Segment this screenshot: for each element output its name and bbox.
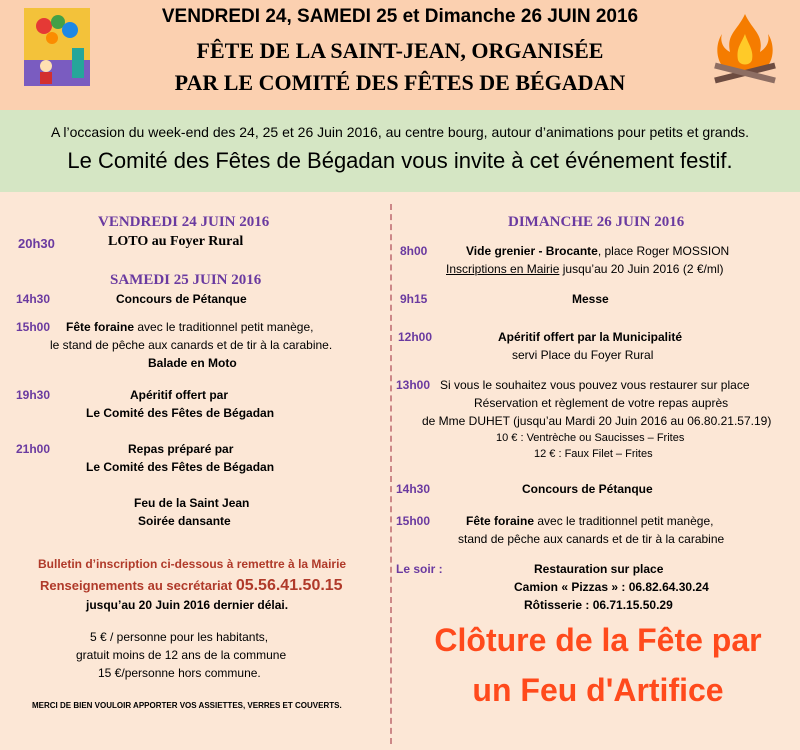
evening-line2: Camion « Pizzas » : 06.82.64.30.24 bbox=[514, 580, 709, 594]
sun-event-5: Concours de Pétanque bbox=[522, 482, 653, 496]
sunday-title: DIMANCHE 26 JUIN 2016 bbox=[508, 214, 685, 230]
sat-event-5-line1: Feu de la Saint Jean bbox=[134, 496, 250, 510]
closing-line-2: un Feu d'Artifice bbox=[472, 672, 724, 708]
sun-event-3-line1: Apéritif offert par la Municipalité bbox=[498, 330, 683, 344]
sun-event-3-line2: servi Place du Foyer Rural bbox=[512, 348, 654, 362]
sun-time-3: 12h00 bbox=[398, 330, 433, 344]
sun-event-4-line5: 12 € : Faux Filet – Frites bbox=[534, 448, 653, 460]
sat-time-3: 19h30 bbox=[16, 388, 51, 402]
friday-title: VENDREDI 24 JUIN 2016 bbox=[98, 214, 270, 230]
sat-time-2: 15h00 bbox=[16, 320, 51, 334]
friday-time: 20h30 bbox=[18, 236, 55, 251]
deadline: jusqu’au 20 Juin 2016 dernier délai. bbox=[86, 598, 289, 612]
sat-event-2-line1: Fête foraine avec le traditionnel petit manège, bbox=[66, 320, 314, 334]
evening-label: Le soir : bbox=[396, 562, 443, 576]
header-band bbox=[0, 0, 800, 110]
sun-time-2: 9h15 bbox=[400, 292, 428, 306]
sun-time-1: 8h00 bbox=[400, 244, 428, 258]
sat-event-2-line2: le stand de pêche aux canards et de tir à la carabine. bbox=[50, 338, 333, 352]
evening-line3: Rôtisserie : 06.71.15.50.29 bbox=[524, 598, 673, 612]
intro-text: A l’occasion du week-end des 24, 25 et 26 Juin 2016, au centre bourg, autour d’animations pour petits et grands. bbox=[50, 124, 750, 140]
evening-line1: Restauration sur place bbox=[534, 562, 664, 576]
price-line-2: gratuit moins de 12 ans de la commune bbox=[76, 648, 287, 662]
renseignements: Renseignements au secrétariat 05.56.41.50.15 bbox=[40, 577, 343, 594]
sun-event-4-line1: Si vous le souhaitez vous pouvez vous restaurer sur place bbox=[440, 378, 750, 392]
sat-event-4-line2: Le Comité des Fêtes de Bégadan bbox=[86, 460, 275, 474]
bulletin-note: Bulletin d’inscription ci-dessous à remettre à la Mairie bbox=[38, 557, 347, 571]
sat-event-5-line2: Soirée dansante bbox=[138, 514, 231, 528]
sat-event-3-line2: Le Comité des Fêtes de Bégadan bbox=[86, 406, 275, 420]
sun-event-4-line4: 10 € : Ventrèche ou Saucisses – Frites bbox=[496, 432, 685, 444]
sun-event-6-line2: stand de pêche aux canards et de tir à la carabine bbox=[458, 532, 725, 546]
sun-time-6: 15h00 bbox=[396, 514, 431, 528]
sat-event-3-line1: Apéritif offert par bbox=[130, 388, 229, 402]
title-line-1: FÊTE DE LA SAINT-JEAN, ORGANISÉE bbox=[196, 38, 604, 63]
sun-time-4: 13h00 bbox=[396, 378, 431, 392]
sun-event-1-line1: Vide grenier - Brocante, place Roger MOSSION bbox=[466, 244, 730, 258]
sat-event-2-line3: Balade en Moto bbox=[148, 356, 237, 370]
saturday-title: SAMEDI 25 JUIN 2016 bbox=[110, 272, 262, 288]
price-line-3: 15 €/personne hors commune. bbox=[98, 666, 261, 680]
sat-event-1: Concours de Pétanque bbox=[116, 292, 247, 306]
column-divider bbox=[390, 204, 392, 744]
closing-line-1: Clôture de la Fête par bbox=[434, 622, 762, 658]
merci-note: MERCI DE BIEN VOULOIR APPORTER VOS ASSIETTES, VERRES ET COUVERTS. bbox=[32, 701, 342, 710]
invitation-text: Le Comité des Fêtes de Bégadan vous invite à cet événement festif. bbox=[67, 148, 733, 173]
intro-band bbox=[0, 110, 800, 192]
sun-time-5: 14h30 bbox=[396, 482, 431, 496]
title-line-2: PAR LE COMITÉ DES FÊTES DE BÉGADAN bbox=[174, 70, 626, 95]
phone-number: 05.56.41.50.15 bbox=[235, 577, 343, 594]
sun-event-2: Messe bbox=[572, 292, 609, 306]
sat-time-4: 21h00 bbox=[16, 442, 51, 456]
sat-event-4-line1: Repas préparé par bbox=[128, 442, 234, 456]
sun-event-1-line2: Inscriptions en Mairie jusqu’au 20 Juin 2016 (2 €/ml) bbox=[446, 262, 724, 276]
sun-event-4-line2: Réservation et règlement de votre repas auprès bbox=[474, 396, 729, 410]
price-line-1: 5 € / personne pour les habitants, bbox=[90, 630, 269, 644]
sat-time-1: 14h30 bbox=[16, 292, 51, 306]
friday-event: LOTO au Foyer Rural bbox=[108, 234, 244, 249]
sun-event-6-line1: Fête foraine avec le traditionnel petit manège, bbox=[466, 514, 714, 528]
dates-heading: VENDREDI 24, SAMEDI 25 et Dimanche 26 JUIN 2016 bbox=[161, 6, 639, 27]
sun-event-4-line3: de Mme DUHET (jusqu’au Mardi 20 Juin 2016 au 06.80.21.57.19) bbox=[422, 414, 772, 428]
bonfire-icon bbox=[708, 10, 782, 86]
